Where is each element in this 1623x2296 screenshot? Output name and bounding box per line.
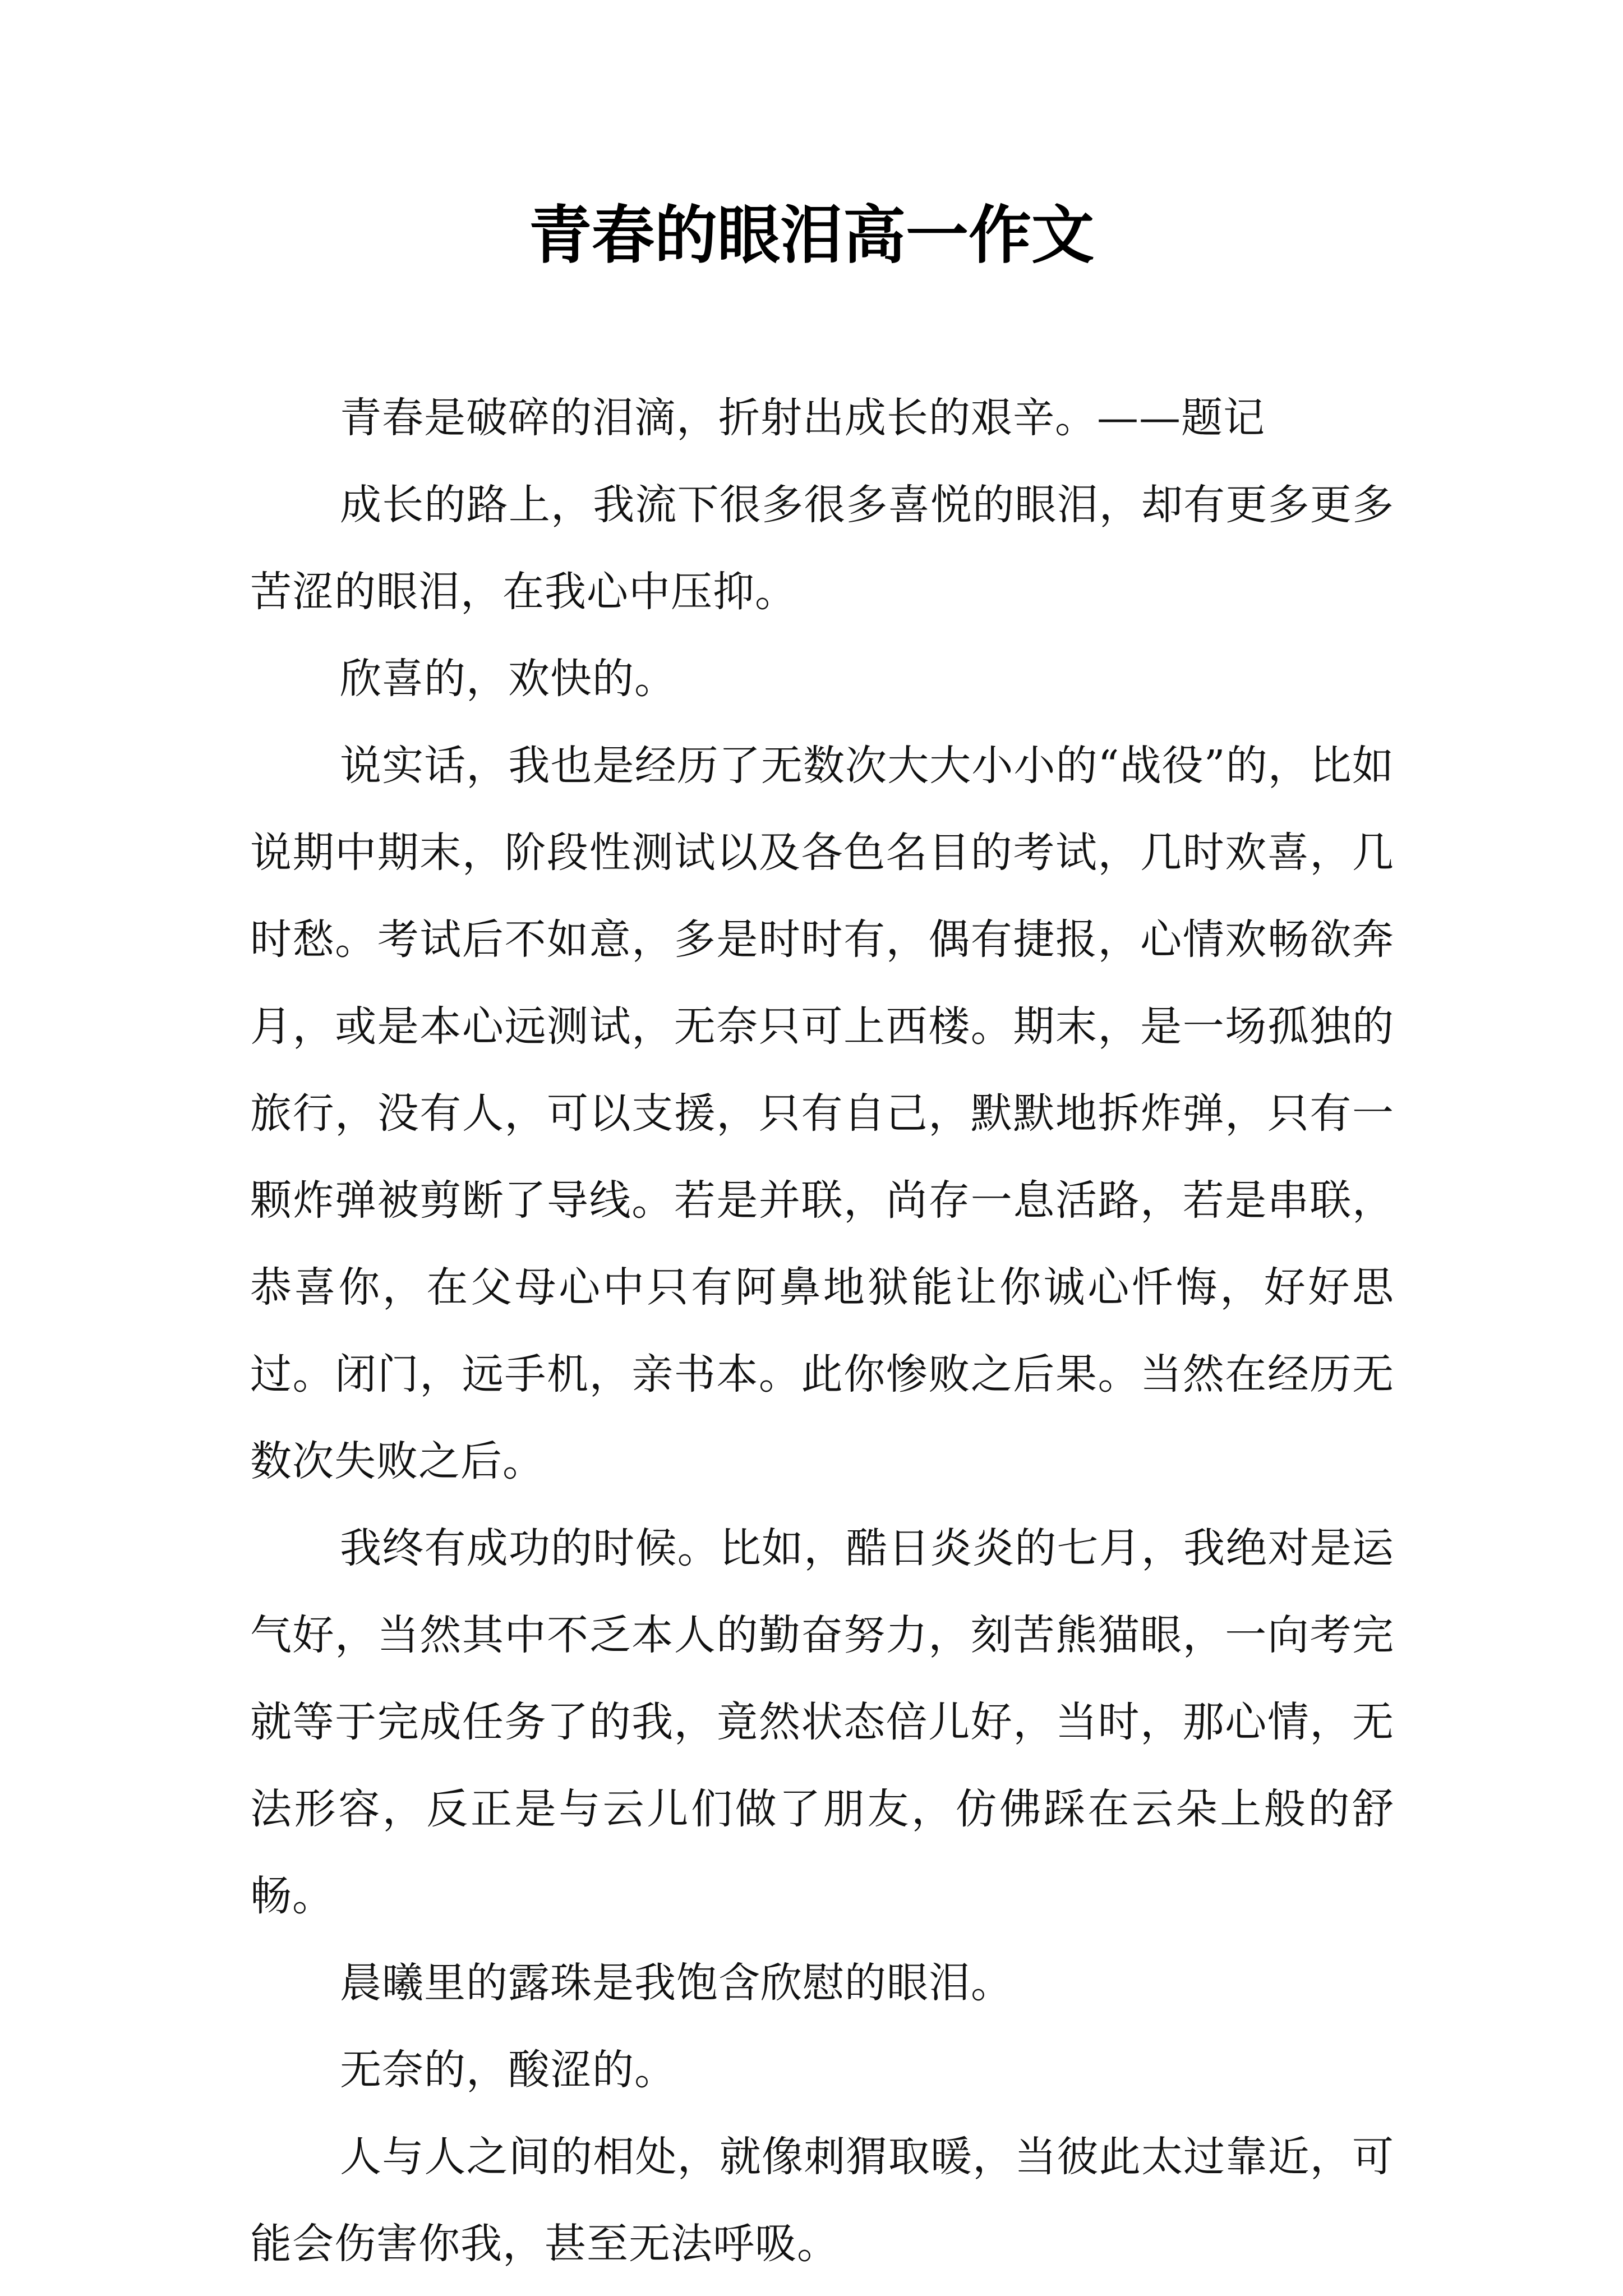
paragraph: 青春是破碎的泪滴，折射出成长的艰辛。——题记	[340, 394, 1265, 442]
paragraph: 晨曦里的露珠是我饱含欣慰的眼泪。	[340, 1959, 1013, 2007]
paragraph: 欣喜的，欢快的。	[340, 655, 676, 703]
document-title: 青春的眼泪高一作文	[529, 199, 1094, 272]
paragraph: 人与人之间的相处，就像刺猬取暖，当彼此太过靠近，可能会伤害你我，甚至无法呼吸。	[250, 2133, 1394, 2268]
paragraph: 我终有成功的时候。比如，酷日炎炎的七月，我绝对是运气好，当然其中不乏本人的勤奋努力，刻苦熊猫眼，一向考完就等于完成任务了的我，竟然状态倍儿好，当时，那心情，无法形容，反正是与云儿们做了朋友，仿佛踩在云朵上般的舒畅。	[250, 1524, 1394, 1920]
paragraph: 说实话，我也是经历了无数次大大小小的“战役”的，比如说期中期末，阶段性测试以及各色名目的考试，几时欢喜，几时愁。考试后不如意，多是时时有，偶有捷报，心情欢畅欲奔月，或是本心远测试，无奈只可上西楼。期末，是一场孤独的旅行，没有人，可以支援，只有自己，默默地拆炸弹，只有一颗炸弹被剪断了导线。若是并联，尚存一息活路，若是串联，恭喜你，在父母心中只有阿鼻地狱能让你诚心忏悔，好好思过。闭门，远手机，亲书本。此你惨败之后果。当然在经历无数次失败之后。	[250, 742, 1394, 1485]
paragraph: 无奈的，酸涩的。	[340, 2046, 676, 2094]
document-body	[250, 375, 1394, 2288]
paragraph: 成长的路上，我流下很多很多喜悦的眼泪，却有更多更多苦涩的眼泪，在我心中压抑。	[250, 481, 1394, 616]
